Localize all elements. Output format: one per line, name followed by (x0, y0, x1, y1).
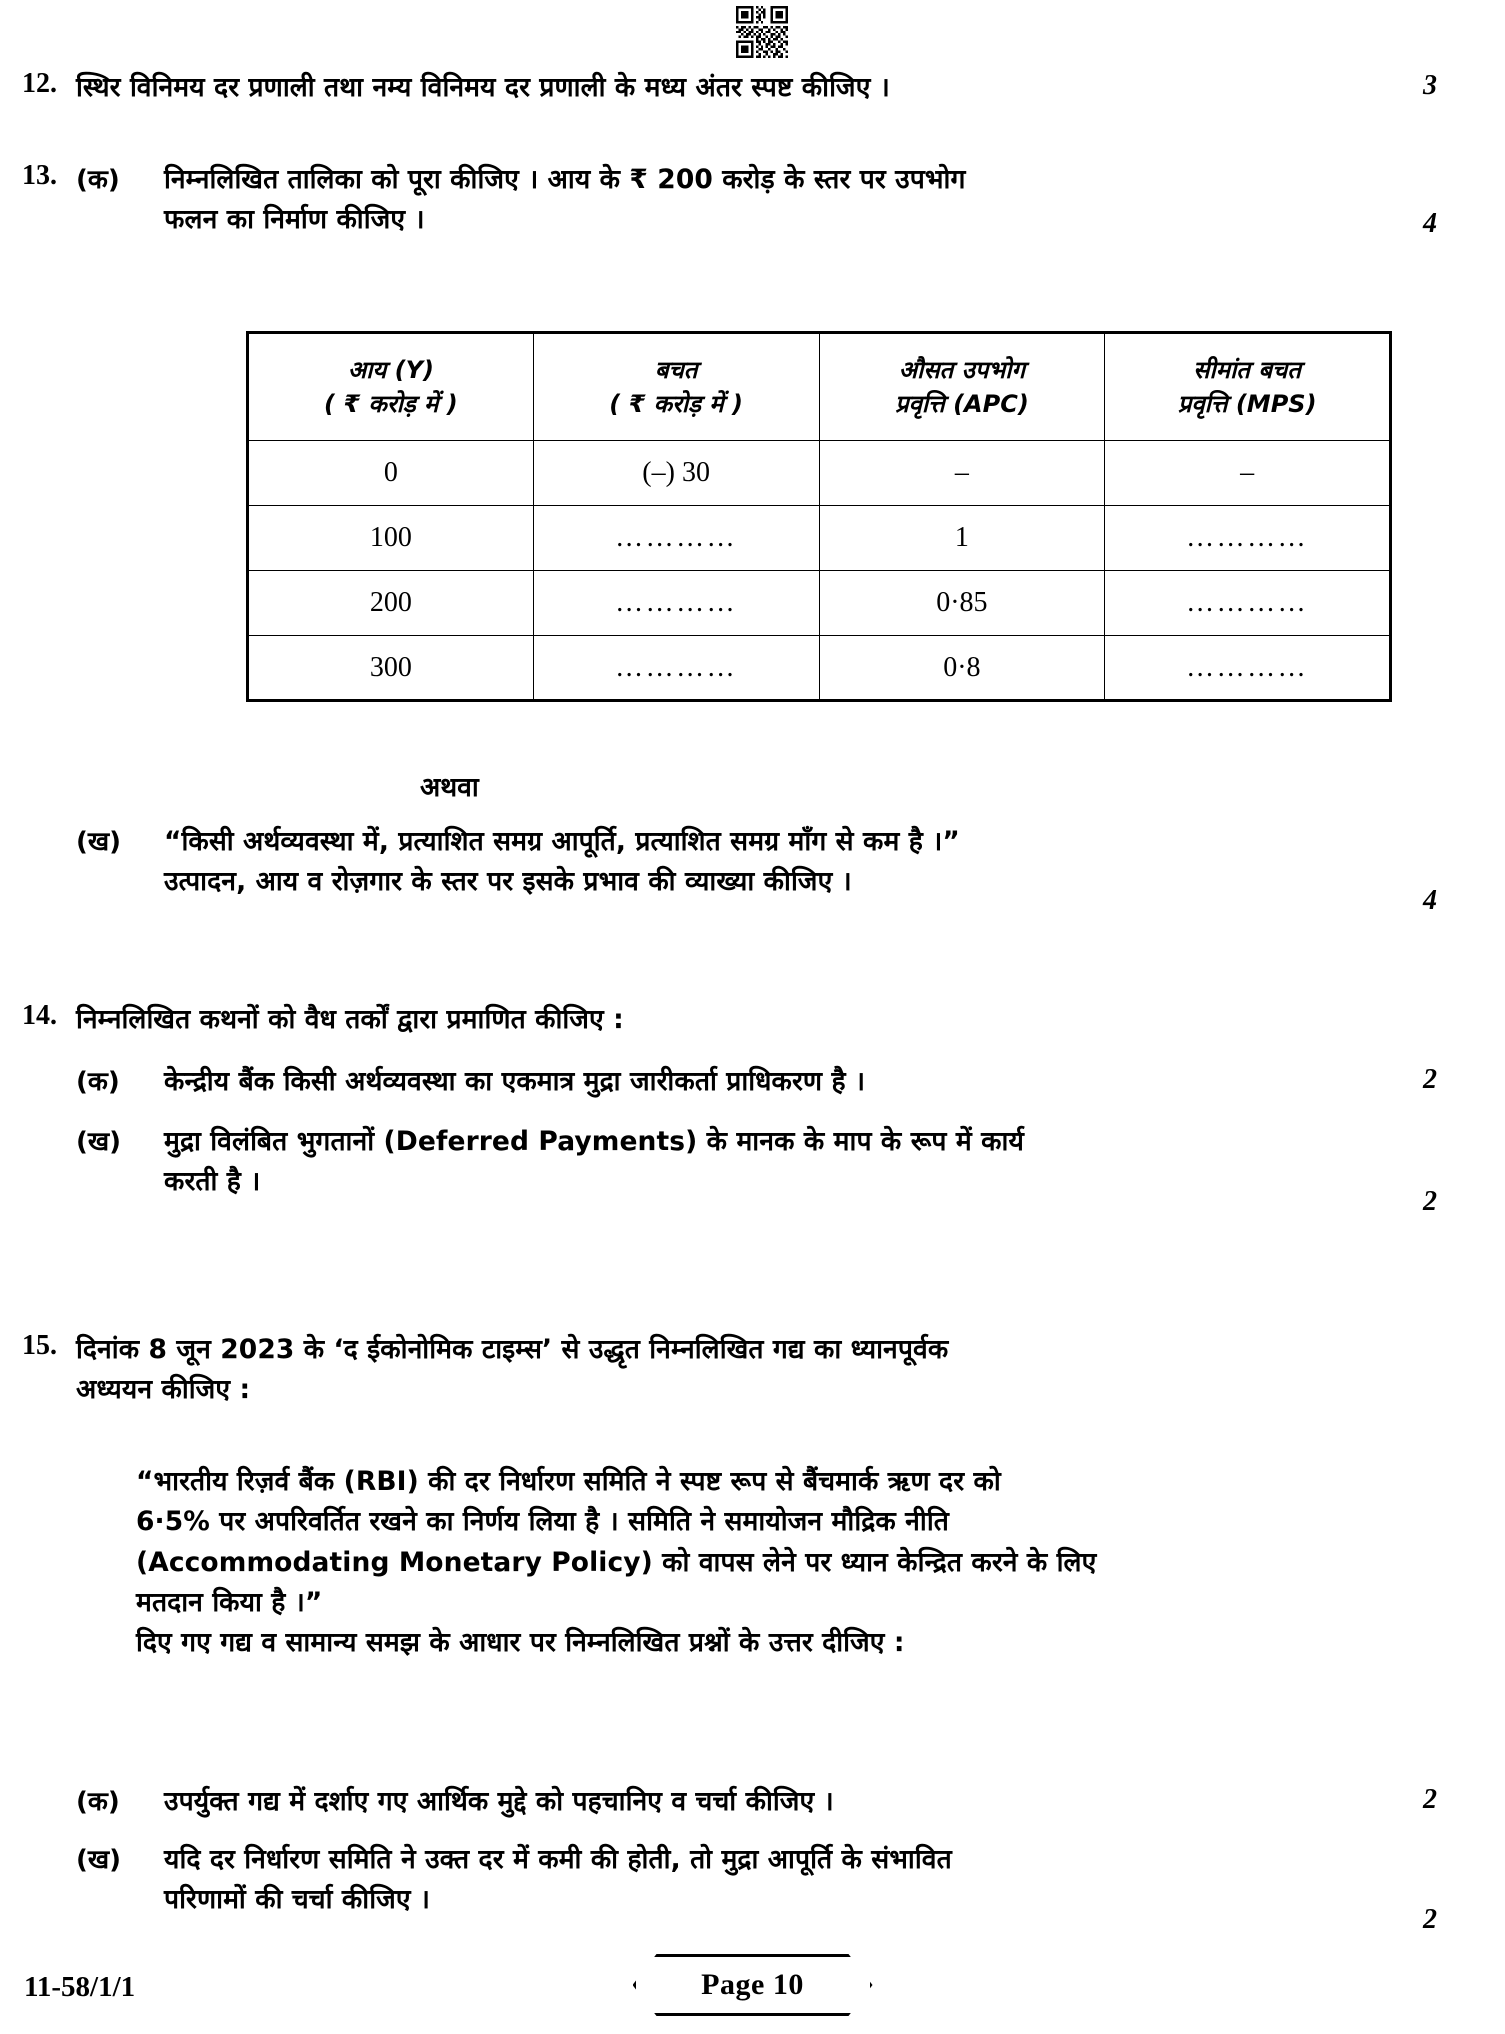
question-12 (0, 68, 1360, 108)
question-14-part-a (0, 1062, 1360, 1102)
table-row (248, 636, 1391, 701)
table-cell: 0 (248, 441, 534, 506)
or-divider: अथवा (420, 772, 479, 803)
question-13-a-marks: 4 (1423, 208, 1437, 239)
question-15-passage (136, 1462, 1386, 1663)
consumption-table-wrapper (246, 331, 1392, 702)
question-13-label-a: (क) (76, 165, 120, 195)
table-cell: – (819, 441, 1105, 506)
question-13-a-line2: फलन का निर्माण कीजिए । (164, 204, 425, 236)
table-cell: (–) 30 (533, 441, 819, 506)
question-14-label-b: (ख) (76, 1127, 122, 1157)
passage-instruction: दिए गए गद्य व सामान्य समझ के आधार पर निम्नलिखित प्रश्नों के उत्तर दीजिए : (136, 1627, 905, 1659)
question-15-b-line2: परिणामों की चर्चा कीजिए । (164, 1884, 431, 1916)
question-14-a-text: केन्द्रीय बैंक किसी अर्थव्यवस्था का एकमात्र मुद्रा जारीकर्ता प्राधिकरण है । (164, 1066, 866, 1097)
question-12-marks: 3 (1423, 70, 1437, 101)
question-13-a-line1: निम्नलिखित तालिका को पूरा कीजिए । आय के ₹ 200 करोड़ के स्तर पर उपभोग (164, 164, 966, 195)
consumption-table (246, 331, 1392, 702)
table-cell: 200 (248, 571, 534, 636)
table-cell: – (1105, 441, 1391, 506)
question-15-b-line1: यदि दर निर्धारण समिति ने उक्त दर में कमी की होती, तो मुद्रा आपूर्ति के संभावित (164, 1844, 952, 1875)
table-row (248, 571, 1391, 636)
table-cell-blank: ………… (1105, 636, 1391, 701)
table-header-apc: औसत उपभोग प्रवृत्ति (APC) (819, 333, 1105, 441)
question-14-part-b (0, 1122, 1360, 1203)
question-14-label-a: (क) (76, 1067, 120, 1097)
table-header-savings: बचत ( ₹ करोड़ में ) (533, 333, 819, 441)
table-cell-blank: ………… (1105, 571, 1391, 636)
question-15-label-a: (क) (76, 1787, 120, 1817)
question-13-number: 13. (22, 160, 57, 191)
question-14-b-line1: मुद्रा विलंबित भुगतानों (Deferred Payments) के मानक के माप के रूप में कार्य (164, 1126, 1024, 1157)
question-12-text: स्थिर विनिमय दर प्रणाली तथा नम्य विनिमय दर प्रणाली के मध्य अंतर स्पष्ट कीजिए । (76, 72, 890, 103)
passage-line-2: 6·5% पर अपरिवर्तित रखने का निर्णय लिया है । समिति ने समायोजन मौद्रिक नीति (136, 1506, 949, 1538)
page-number-badge (633, 1954, 873, 2016)
question-15-stem (0, 1330, 1360, 1411)
passage-line-1: “भारतीय रिज़र्व बैंक (RBI) की दर निर्धारण समिति ने स्पष्ट रूप से बैंचमार्क ऋण दर को (136, 1466, 1001, 1497)
table-cell-blank: ………… (533, 571, 819, 636)
question-14-a-marks: 2 (1423, 1064, 1437, 1095)
question-15-a-text: उपर्युक्त गद्य में दर्शाए गए आर्थिक मुद्दे को पहचानिए व चर्चा कीजिए । (164, 1786, 834, 1817)
question-15-stem-line2: अध्ययन कीजिए : (76, 1374, 251, 1406)
question-14-stem-text: निम्नलिखित कथनों को वैध तर्कों द्वारा प्रमाणित कीजिए : (76, 1004, 624, 1035)
passage-line-3: (Accommodating Monetary Policy) को वापस लेने पर ध्यान केन्द्रित करने के लिए (136, 1546, 1097, 1578)
question-13-b-line2: उत्पादन, आय व रोज़गार के स्तर पर इसके प्रभाव की व्याख्या कीजिए । (164, 866, 852, 898)
table-cell: 300 (248, 636, 534, 701)
question-13-label-b: (ख) (76, 827, 122, 857)
table-cell-blank: ………… (1105, 506, 1391, 571)
question-15-label-b: (ख) (76, 1845, 122, 1875)
question-15-number: 15. (22, 1330, 57, 1361)
question-15-stem-line1: दिनांक 8 जून 2023 के ‘द ईकोनोमिक टाइम्स’ से उद्धृत निम्नलिखित गद्य का ध्यानपूर्वक (76, 1334, 949, 1365)
table-cell: 100 (248, 506, 534, 571)
question-15-b-marks: 2 (1423, 1904, 1437, 1935)
page-number-label: Page 10 (701, 1968, 804, 2001)
question-12-number: 12. (22, 68, 57, 99)
question-14-stem (0, 1000, 1360, 1040)
table-row (248, 441, 1391, 506)
question-15-part-a (0, 1782, 1360, 1822)
question-14-b-line2: करती है । (164, 1166, 261, 1198)
table-cell: 0·85 (819, 571, 1105, 636)
table-header-mps: सीमांत बचत प्रवृत्ति (MPS) (1105, 333, 1391, 441)
table-cell: 0·8 (819, 636, 1105, 701)
question-13-part-a (0, 160, 1360, 241)
paper-code: 11-58/1/1 (24, 1971, 136, 2003)
question-13-part-b (0, 822, 1360, 903)
question-13-b-marks: 4 (1423, 885, 1437, 916)
qr-code-icon (724, 6, 800, 58)
table-cell: 1 (819, 506, 1105, 571)
question-15-a-marks: 2 (1423, 1784, 1437, 1815)
table-header-income: आय (Y) ( ₹ करोड़ में ) (248, 333, 534, 441)
table-cell-blank: ………… (533, 636, 819, 701)
table-cell-blank: ………… (533, 506, 819, 571)
table-header-row (248, 333, 1391, 441)
question-13-b-line1: “किसी अर्थव्यवस्था में, प्रत्याशित समग्र आपूर्ति, प्रत्याशित समग्र माँग से कम है ।” (164, 826, 960, 857)
table-row (248, 506, 1391, 571)
question-15-part-b (0, 1840, 1360, 1921)
question-14-number: 14. (22, 1000, 57, 1031)
passage-line-4: मतदान किया है ।” (136, 1586, 323, 1618)
question-14-b-marks: 2 (1423, 1186, 1437, 1217)
